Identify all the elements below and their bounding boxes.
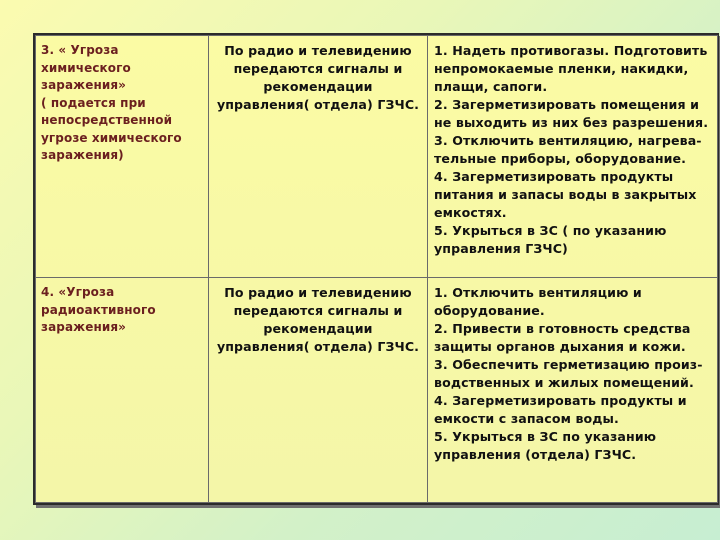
text-line: 4. Загерметизировать продукты [434,169,674,184]
text-line: заражения» [41,320,126,334]
text-line: рекомендации [263,79,373,94]
signal-name-cell [36,278,209,503]
text-line: 5. Укрыться в ЗС по указанию [434,429,657,444]
text-line: емкостях. [434,205,507,220]
signal-transmission-cell [209,278,428,503]
text-line: радиоактивного [41,302,156,317]
text-line: питания и запасы воды в закрытых [434,187,697,202]
text-line: 4. «Угроза [41,285,115,299]
text-line: химического [41,60,131,75]
text-line: 1. Надеть противогазы. Подготовить [434,43,708,58]
text-line: По радио и телевидению [224,285,412,300]
text-line: рекомендации [263,321,373,336]
text-line: угрозе химического [41,130,182,145]
text-line: тельные приборы, оборудование. [434,151,687,166]
signal-transmission-cell [209,36,428,278]
text-line: 1. Отключить вентиляцию и [434,285,642,300]
text-line: плащи, сапоги. [434,79,548,94]
text-line: непосредственной [41,113,173,127]
text-line: ( подается при [41,95,146,110]
text-line: управления( отдела) ГЗЧС. [216,339,420,354]
text-line: 3. « Угроза [41,43,119,57]
alert-table [33,33,719,505]
text-line: управления( отдела) ГЗЧС. [216,97,420,112]
text-line: 2. Привести в готовность средства [434,321,691,336]
text-line: емкости с запасом воды. [434,411,619,426]
text-line: управления ГЗЧС) [434,241,568,256]
text-line: защиты органов дыхания и кожи. [434,339,686,354]
population-actions-cell [428,36,718,278]
text-line: 5. Укрыться в ЗС ( по указанию [434,223,667,238]
text-line: передаются сигналы и [233,61,403,76]
text-line: передаются сигналы и [233,303,403,318]
text-line: заражения» [41,78,126,92]
alert-table-grid [35,35,718,503]
table-row [36,278,718,503]
text-line: заражения) [41,148,124,162]
text-line: оборудование. [434,303,545,318]
text-line: 3. Отключить вентиляцию, нагрева- [434,133,702,148]
text-line: По радио и телевидению [224,43,412,58]
text-line: водственных и жилых помещений. [434,375,694,390]
text-line: не выходить из них без разрешения. [434,115,709,130]
population-actions-cell [428,278,718,503]
text-line: 4. Загерметизировать продукты и [434,393,687,408]
table-row [36,36,718,278]
text-line: управления (отдела) ГЗЧС. [434,447,637,462]
text-line: 3. Обеспечить герметизацию произ- [434,357,703,372]
text-line: 2. Загерметизировать помещения и [434,97,700,112]
signal-name-cell [36,36,209,278]
text-line: непромокаемые пленки, накидки, [434,61,689,76]
